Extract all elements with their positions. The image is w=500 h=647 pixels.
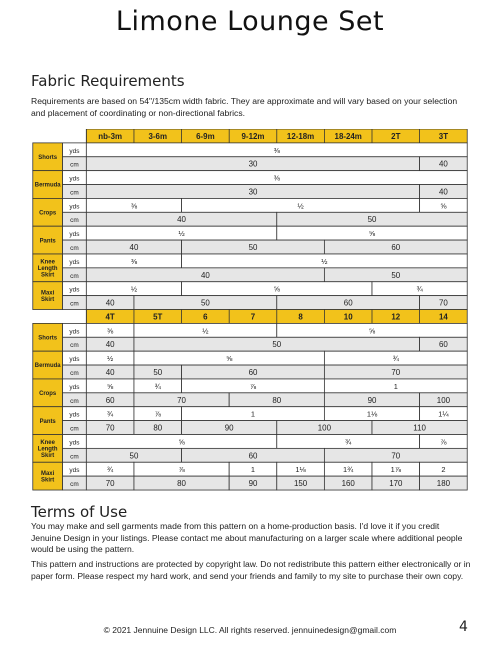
unit-label-yds: yds xyxy=(69,383,80,391)
garment-label: Pants xyxy=(39,418,56,425)
yds-value: 1 xyxy=(250,409,256,419)
cm-value: 100 xyxy=(317,423,331,433)
cm-value: 70 xyxy=(177,395,186,405)
size-header-label: 3T xyxy=(438,131,449,141)
cm-value: 60 xyxy=(105,395,115,405)
yds-value: ⅜ xyxy=(107,326,114,336)
unit-label-cm: cm xyxy=(70,369,79,377)
cm-value: 50 xyxy=(272,340,282,350)
yds-value: ¾ xyxy=(345,437,352,447)
yds-value: ½ xyxy=(130,284,138,294)
yds-value: 1 xyxy=(250,465,256,475)
terms-paragraph-2: This pattern and instructions are protected by copyright law. Do not redistribute this pattern either electronically or in paper form. Please respect my hard work, and send your friends and family to my site to purchase their own copy. xyxy=(31,559,471,581)
size-header-label: 6 xyxy=(203,312,208,322)
cm-value: 100 xyxy=(436,395,451,405)
cm-value: 150 xyxy=(293,479,308,489)
garment-label: Bermuda xyxy=(34,182,61,189)
yds-value: ⅞ xyxy=(154,409,161,419)
cm-value: 110 xyxy=(413,423,426,433)
unit-label-yds: yds xyxy=(69,356,80,364)
cm-value: 70 xyxy=(391,367,401,377)
yds-value: 2 xyxy=(441,465,446,475)
yds-value: ⅝ xyxy=(368,229,376,239)
yds-value: 1⅛ xyxy=(366,409,378,419)
yds-value: ⅞ xyxy=(440,437,447,447)
yds-value: ⅝ xyxy=(226,354,233,364)
unit-label-cm: cm xyxy=(70,300,79,308)
yds-value: ¾ xyxy=(107,409,114,419)
size-header-label: 10 xyxy=(343,312,353,322)
size-header-label: 7 xyxy=(250,312,256,322)
yds-value: ½ xyxy=(297,201,304,211)
cm-value: 30 xyxy=(248,187,258,197)
cm-value: 70 xyxy=(105,479,115,489)
cm-value: 40 xyxy=(105,340,115,350)
yds-value: ⅜ xyxy=(130,201,138,211)
unit-label-yds: yds xyxy=(69,467,80,475)
unit-label-cm: cm xyxy=(70,245,79,253)
unit-label-yds: yds xyxy=(69,203,80,211)
unit-label-yds: yds xyxy=(69,231,80,239)
garment-label: Pants xyxy=(39,238,56,245)
unit-label-yds: yds xyxy=(69,328,80,336)
size-header-label: 5T xyxy=(153,312,163,322)
unit-label-cm: cm xyxy=(70,453,79,461)
yds-value: ½ xyxy=(107,354,114,364)
cm-value: 60 xyxy=(248,451,258,461)
yds-value: ⅝ xyxy=(178,437,185,447)
cm-value: 70 xyxy=(105,423,115,433)
unit-label-cm: cm xyxy=(70,481,79,489)
garment-label: Skirt xyxy=(41,297,55,304)
cm-value: 60 xyxy=(391,243,401,253)
unit-label-cm: cm xyxy=(70,397,79,405)
garment-label: Crops xyxy=(39,391,57,398)
cm-value: 40 xyxy=(439,159,448,169)
yds-value: ¾ xyxy=(107,465,114,475)
fabric-requirements-intro: Requirements are based on 54"/135cm width fabric. They are approximate and will vary based on your selection and placement of coordinating or non-directional fabrics. xyxy=(31,96,458,118)
yds-value: 1⅛ xyxy=(295,465,306,475)
cm-value: 50 xyxy=(391,270,401,280)
cm-value: 40 xyxy=(105,298,115,308)
unit-label-yds: yds xyxy=(69,286,80,294)
cm-value: 80 xyxy=(177,479,186,489)
garment-label: Shorts xyxy=(38,335,58,342)
size-header-label: 3-6m xyxy=(148,131,168,141)
garment-label: Skirt xyxy=(41,477,55,484)
cm-value: 170 xyxy=(389,479,403,489)
yds-value: ½ xyxy=(202,326,209,336)
cm-value: 40 xyxy=(177,215,186,225)
cm-value: 40 xyxy=(439,187,448,197)
size-header-label: 2T xyxy=(391,131,401,141)
cm-value: 90 xyxy=(224,423,234,433)
garment-label: Length xyxy=(37,446,58,453)
garment-label: Maxi xyxy=(41,471,55,478)
yds-value: ½ xyxy=(321,256,328,266)
cm-value: 60 xyxy=(439,340,448,350)
cm-value: 90 xyxy=(367,395,377,405)
yds-value: 1⅞ xyxy=(390,465,401,475)
cm-value: 40 xyxy=(200,270,210,280)
cm-value: 90 xyxy=(248,479,258,489)
cm-value: 50 xyxy=(367,215,377,225)
terms-paragraph-1: You may make and sell garments made from this pattern on a home-production basis. I'd love it if you credit Jenuine Design in your listings. Please contact me about manufacturing on a larger scale where additional people would be using the pattern. xyxy=(31,521,463,554)
garment-label: Skirt xyxy=(41,272,55,279)
cm-value: 30 xyxy=(248,159,258,169)
size-header-label: 6-9m xyxy=(196,131,215,141)
size-header-label: 9-12m xyxy=(241,131,265,141)
cm-value: 80 xyxy=(153,423,163,433)
size-header-label: 12 xyxy=(391,312,401,322)
yds-value: ⅞ xyxy=(178,465,185,475)
garment-label: Shorts xyxy=(38,154,58,161)
garment-label: Crops xyxy=(39,210,57,217)
cm-value: 50 xyxy=(248,243,258,253)
fabric-requirements-table xyxy=(31,129,469,494)
garment-label: Skirt xyxy=(41,453,55,460)
size-header-label: 8 xyxy=(298,312,303,322)
cm-value: 60 xyxy=(248,367,258,377)
page-title: Limone Lounge Set xyxy=(115,6,385,37)
size-header-label: nb-3m xyxy=(98,131,123,141)
cm-value: 50 xyxy=(200,298,210,308)
fabric-requirements-heading: Fabric Requirements xyxy=(31,72,185,90)
cm-value: 70 xyxy=(439,298,448,308)
yds-value: ¾ xyxy=(392,354,399,364)
unit-label-yds: yds xyxy=(69,258,80,266)
unit-label-yds: yds xyxy=(69,411,80,419)
yds-value: 1 xyxy=(393,381,398,391)
yds-value: ⅜ xyxy=(273,145,280,155)
size-header-label: 12-18m xyxy=(286,131,315,141)
cm-value: 160 xyxy=(341,479,355,489)
yds-value: ⅞ xyxy=(249,381,257,391)
yds-value: ¾ xyxy=(154,381,161,391)
unit-label-yds: yds xyxy=(69,147,80,155)
garment-label: Bermuda xyxy=(34,363,61,370)
garment-label: Maxi xyxy=(41,290,55,297)
cm-value: 40 xyxy=(105,367,115,377)
cm-value: 80 xyxy=(272,395,282,405)
copyright-footer: © 2021 Jennuine Design LLC. All rights reserved. jennuinedesign@gmail.com xyxy=(103,625,397,635)
cm-value: 60 xyxy=(343,298,353,308)
cm-value: 40 xyxy=(129,243,139,253)
unit-label-yds: yds xyxy=(69,439,80,447)
yds-value: ⅜ xyxy=(130,256,138,266)
unit-label-cm: cm xyxy=(70,217,79,225)
cm-value: 50 xyxy=(153,367,163,377)
cm-value: 50 xyxy=(129,451,139,461)
unit-label-cm: cm xyxy=(70,189,79,197)
unit-label-cm: cm xyxy=(70,342,79,350)
unit-label-cm: cm xyxy=(70,272,79,280)
yds-value: ⅜ xyxy=(273,173,280,183)
yds-value: 1¼ xyxy=(438,409,449,419)
page-number: 4 xyxy=(459,619,468,635)
unit-label-cm: cm xyxy=(70,425,79,433)
yds-value: ⅝ xyxy=(368,326,376,336)
garment-label: Knee xyxy=(40,440,55,447)
size-header-label: 4T xyxy=(105,312,115,322)
yds-value: ¾ xyxy=(416,284,423,294)
garment-label: Knee xyxy=(40,259,55,266)
yds-value: ⅝ xyxy=(440,201,447,211)
yds-value: 1¾ xyxy=(343,465,354,475)
size-header-label: 14 xyxy=(439,312,448,322)
unit-label-yds: yds xyxy=(69,175,80,183)
yds-value: ⅝ xyxy=(107,381,114,391)
size-header-label: 18-24m xyxy=(334,131,362,141)
yds-value: ⅝ xyxy=(273,284,280,294)
garment-label: Length xyxy=(37,266,58,273)
yds-value: ½ xyxy=(178,229,185,239)
cm-value: 180 xyxy=(436,479,451,489)
cm-value: 70 xyxy=(391,451,401,461)
terms-of-use-heading: Terms of Use xyxy=(31,503,128,521)
unit-label-cm: cm xyxy=(70,161,79,169)
